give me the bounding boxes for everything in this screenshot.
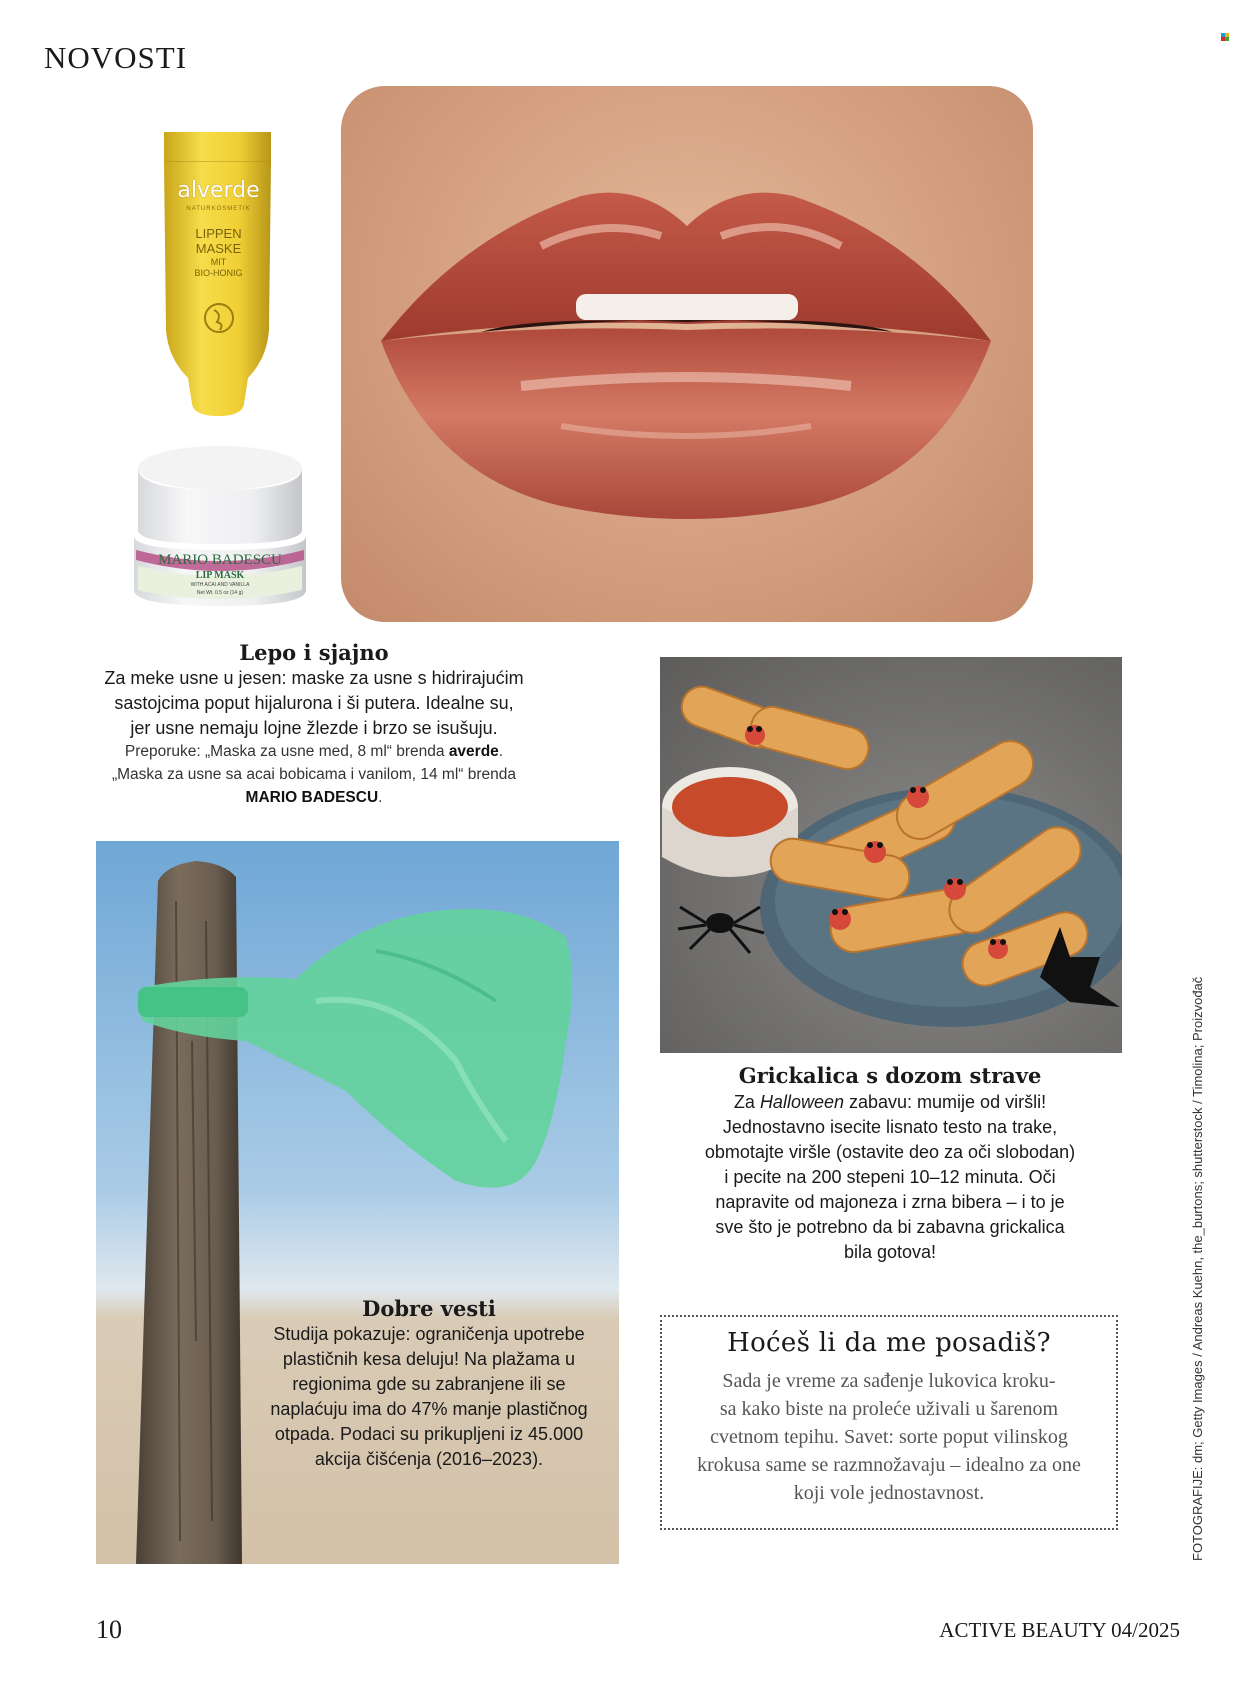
crocus-tip-title: Hoćeš li da me posadiš? xyxy=(727,1328,1051,1358)
section-title: NOVOSTI xyxy=(44,40,188,75)
tube-brand: alverde xyxy=(177,178,260,203)
tube-label: LIPPEN MASKE MIT BIO-HONIG xyxy=(194,226,243,278)
jar-product-name: LIP MASK xyxy=(195,570,245,581)
lips-article-title: Lepo i sjajno xyxy=(239,640,389,665)
lips-recommendations: Preporuke: „Maska za usne med, 8 ml“ brenda averde. „Maska za usne sa acai bobicama i vanilom, 14 ml“ brenda MARIO BADESCU. xyxy=(111,743,517,806)
jar-sub: WITH ACAI AND VANILLA xyxy=(190,582,250,588)
jar-net-weight: Net Wt. 0.5 oz (14 g) xyxy=(196,590,244,596)
tube-sub: NATURKOSMETIK xyxy=(186,206,251,212)
page-number: 10 xyxy=(96,1615,122,1644)
corner-logo-mark xyxy=(1221,33,1231,41)
snack-article-title: Grickalica s dozom strave xyxy=(738,1063,1042,1088)
lips-article-body: Za meke usne u jesen: maske za usne s hidrirajućim sastojcima poput hijalurona i ši putera. Idealne su, jer usne nemaju lojne žlezde i brzo se isušuju. xyxy=(104,668,524,738)
good-news-article-title: Dobre vesti xyxy=(362,1296,496,1321)
mario-badescu-lip-mask-jar xyxy=(130,444,310,608)
snack-article-body: Za Halloween zabavu: mumije od viršli! Jednostavno isecite lisnato testo na trake, obmotajte viršle (ostavite deo za oči slobodan) i pecite na 200 stepeni 10–12 minuta. Oči napravite od majoneza i zrna bibera – i to je sve što je potrebno da bi zabavna grickalica bila gotova! xyxy=(704,1092,1076,1262)
good-news-article-body: Studija pokazuje: ograničenja upotrebe plastičnih kesa deluju! Na plažama u regionima gde su zabranjene ili se naplaćuju ima do 47% manje plastičnog otpada. Podaci su prikupljeni iz 45.000 akcija čišćenja (2016–2023). xyxy=(270,1324,588,1469)
lips-photo xyxy=(341,86,1033,622)
crocus-tip-body: Sada je vreme za sađenje lukovica kroku- sa kako biste na proleće uživali u šarenom cvetnom tepihu. Savet: sorte poput vilinskog krokusa same se razmnožavaju – idealno za one koji vole jednostavnost. xyxy=(697,1370,1081,1504)
mummy-sausages-photo xyxy=(660,657,1122,1053)
alverde-lip-mask-tube xyxy=(162,132,275,418)
jar-brand: MARIO BADESCU xyxy=(158,552,282,568)
photo-credits: FOTOGRAFIJE: dm; Getty Images / Andreas Kuehn, the_burtons; shutterstock / Timolina; Proizvođač xyxy=(1190,976,1205,1561)
magazine-issue: ACTIVE BEAUTY 04/2025 xyxy=(939,1618,1180,1642)
